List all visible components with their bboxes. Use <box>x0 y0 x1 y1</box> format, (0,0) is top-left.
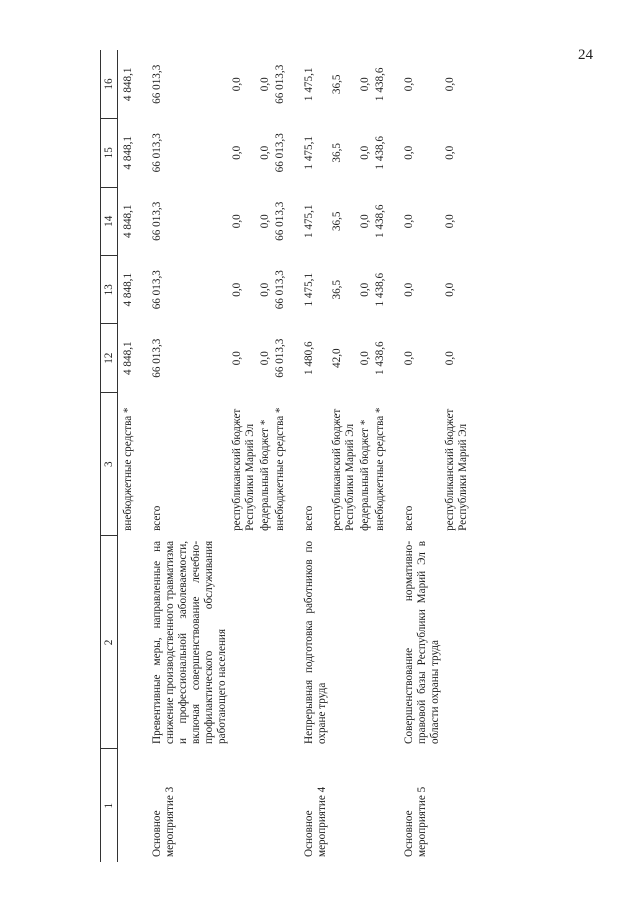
table-header-row <box>101 50 118 862</box>
table-row <box>145 50 230 862</box>
value-cell: 0,0 <box>259 77 271 92</box>
funding-source-cell: всего <box>303 505 315 531</box>
page-number: 24 <box>578 47 593 63</box>
funding-source-cell: федеральный бюджет * <box>359 419 371 531</box>
value-cell: 0,0 <box>359 145 371 160</box>
column-header: 2 <box>101 536 118 749</box>
measure-name-cell: Основное мероприятие 4 <box>303 786 328 857</box>
measure-name-cell <box>118 749 146 862</box>
measure-description-cell <box>373 536 397 749</box>
value-cell: 36,5 <box>331 143 343 163</box>
value-cell: 0,0 <box>231 351 243 366</box>
funding-source-cell: республиканский бюджет Республики Марий Эл <box>231 408 256 531</box>
measure-description-cell: Совершенствование нормативно-правовой базы Республики Марий Эл в области охраны труда <box>403 540 441 744</box>
measure-name-cell <box>258 749 273 862</box>
value-cell: 4 848,1 <box>122 272 134 307</box>
value-cell: 1 438,6 <box>374 341 386 375</box>
value-cell: 0,0 <box>231 282 243 297</box>
value-cell: 0,0 <box>259 282 271 297</box>
funding-source-cell: внебюджетные средства * <box>122 407 134 531</box>
measure-name-cell: Основное мероприятие 5 <box>403 786 428 857</box>
value-cell: 0,0 <box>359 214 371 229</box>
value-cell: 0,0 <box>403 214 415 229</box>
value-cell: 1 475,1 <box>303 272 315 307</box>
measure-description-cell <box>273 536 297 749</box>
funding-source-cell: республиканский бюджет Республики Марий Эл <box>444 408 469 531</box>
column-header: 1 <box>101 749 118 862</box>
value-cell: 66 013,3 <box>151 201 163 241</box>
table-row <box>273 50 297 862</box>
value-cell: 66 013,3 <box>151 270 163 310</box>
table-row <box>330 50 358 862</box>
value-cell: 42,0 <box>331 348 343 368</box>
measure-name-cell <box>358 749 373 862</box>
funding-source-cell: всего <box>151 505 163 531</box>
value-cell: 0,0 <box>444 214 456 229</box>
table-row <box>443 50 471 862</box>
value-cell: 1 480,6 <box>303 341 315 375</box>
value-cell: 1 438,6 <box>374 272 386 307</box>
funding-source-cell: республиканский бюджет Республики Марий Эл <box>331 408 356 531</box>
value-cell: 0,0 <box>444 145 456 160</box>
value-cell: 0,0 <box>359 351 371 366</box>
table-row <box>397 50 443 862</box>
measure-description-cell <box>330 536 358 749</box>
value-cell: 0,0 <box>231 145 243 160</box>
table-row <box>118 50 146 862</box>
measure-description-cell: Превентивные меры, направленные на снижение производственного травматизма и профессиональной заболеваемости, включая совершенствование лечебно-профилактического обслуживания работающего населения <box>151 540 228 744</box>
value-cell: 66 013,3 <box>274 133 286 173</box>
funding-source-cell: всего <box>403 505 415 531</box>
value-cell: 4 848,1 <box>122 204 134 239</box>
value-cell: 36,5 <box>331 279 343 300</box>
value-cell: 0,0 <box>259 214 271 229</box>
value-cell: 1 475,1 <box>303 136 315 170</box>
measure-name-cell <box>230 749 258 862</box>
value-cell: 0,0 <box>231 214 243 229</box>
value-cell: 0,0 <box>359 77 371 92</box>
value-cell: 4 848,1 <box>122 136 134 170</box>
measure-description-cell <box>258 536 273 749</box>
value-cell: 0,0 <box>444 351 456 366</box>
measure-name-cell <box>443 749 471 862</box>
measure-description-cell: Непрерывная подготовка работников по охране труда <box>303 540 328 744</box>
table-body <box>118 50 472 862</box>
measure-description-cell <box>230 536 258 749</box>
value-cell: 66 013,3 <box>151 64 163 104</box>
value-cell: 66 013,3 <box>274 338 286 378</box>
value-cell: 66 013,3 <box>274 64 286 104</box>
value-cell: 1 438,6 <box>374 204 386 239</box>
value-cell: 0,0 <box>259 145 271 160</box>
table-row <box>230 50 258 862</box>
value-cell: 0,0 <box>403 282 415 297</box>
column-header: 14 <box>101 187 118 255</box>
column-header: 12 <box>101 324 118 392</box>
measure-description-cell <box>358 536 373 749</box>
table-row <box>258 50 273 862</box>
value-cell: 36,5 <box>331 74 343 95</box>
value-cell: 0,0 <box>403 351 415 366</box>
value-cell: 0,0 <box>403 77 415 92</box>
funding-source-cell: внебюджетные средства * <box>374 407 386 531</box>
value-cell: 36,5 <box>331 211 343 232</box>
value-cell: 66 013,3 <box>151 338 163 378</box>
measure-name-cell <box>273 749 297 862</box>
table-row <box>373 50 397 862</box>
value-cell: 0,0 <box>444 77 456 92</box>
measure-name-cell <box>373 749 397 862</box>
value-cell: 4 848,1 <box>122 341 134 375</box>
measure-description-cell <box>443 536 471 749</box>
measure-description-cell <box>118 536 146 749</box>
measure-name-cell: Основное мероприятие 3 <box>151 786 176 857</box>
value-cell: 0,0 <box>231 77 243 92</box>
value-cell: 1 475,1 <box>303 204 315 239</box>
value-cell: 66 013,3 <box>151 133 163 173</box>
value-cell: 0,0 <box>259 351 271 366</box>
rotated-table-region <box>100 50 533 862</box>
value-cell: 0,0 <box>444 282 456 297</box>
value-cell: 0,0 <box>403 145 415 160</box>
value-cell: 4 848,1 <box>122 67 134 102</box>
value-cell: 66 013,3 <box>274 270 286 310</box>
funding-source-cell: внебюджетные средства * <box>274 407 286 531</box>
value-cell: 1 475,1 <box>303 67 315 102</box>
value-cell: 66 013,3 <box>274 201 286 241</box>
value-cell: 1 438,6 <box>374 67 386 102</box>
column-header: 15 <box>101 119 118 187</box>
measure-name-cell <box>330 749 358 862</box>
column-header: 3 <box>101 392 118 535</box>
table-row <box>358 50 373 862</box>
budget-table <box>100 50 471 862</box>
funding-source-cell: федеральный бюджет * <box>259 419 271 531</box>
table-row <box>297 50 330 862</box>
column-header: 16 <box>101 50 118 119</box>
value-cell: 0,0 <box>359 282 371 297</box>
column-header: 13 <box>101 255 118 323</box>
value-cell: 1 438,6 <box>374 136 386 170</box>
